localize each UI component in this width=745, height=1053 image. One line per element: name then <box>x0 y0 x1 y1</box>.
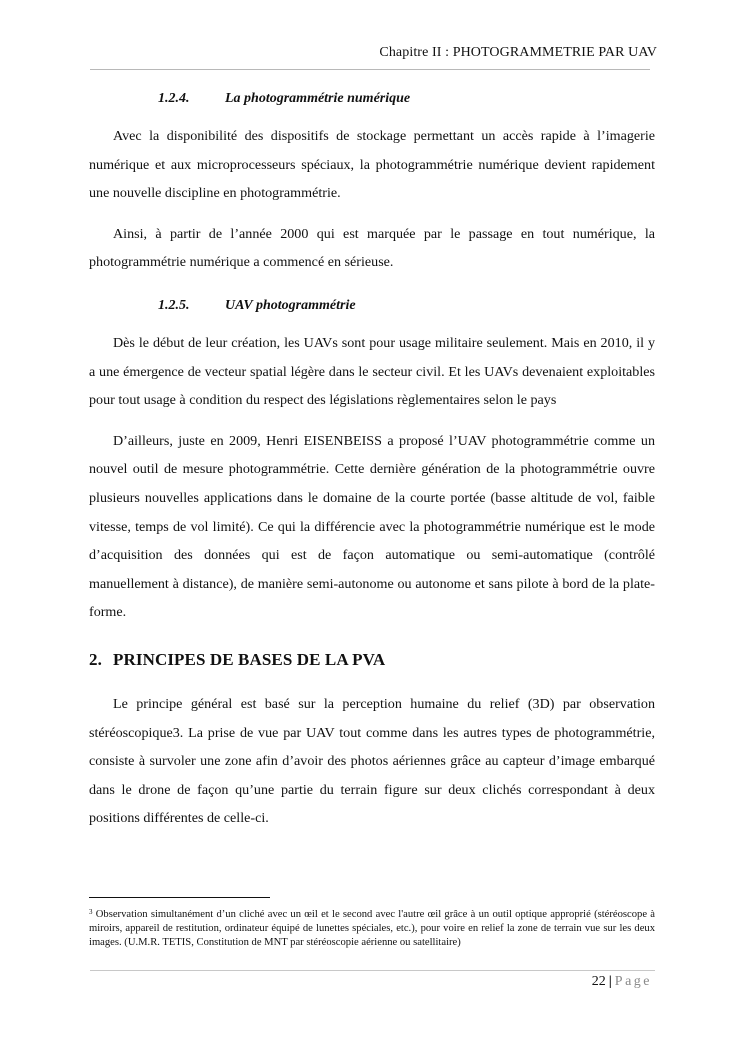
footnote-divider <box>89 897 270 898</box>
subsection-number: 1.2.5. <box>158 297 190 313</box>
paragraph: Dès le début de leur création, les UAVs sont pour usage militaire seulement. Mais en 2010, il y a une émergence de vecteur spatial légère dans le secteur civil. Et les UAVs devenaient exploitables pour tout usage à condition du respect des législations règlementaires selon le pays <box>89 334 655 409</box>
subsection-title: La photogrammétrie numérique <box>225 91 411 106</box>
subsection-heading-1-2-5 <box>89 295 655 317</box>
paragraph: D’ailleurs, juste en 2009, Henri EISENBEISS a proposé l’UAV photogrammétrie comme un nouvel outil de mesure photogrammétrie. Cette dernière génération de la photogrammétrie ouvre plusieurs nouvelles applications dans le domaine de la courte portée (basse altitude de vol, faible vitesse, temps de vol limité). Ce qui la différencie avec la photogrammétrie numérique est le mode d’acquisition des données qui est de façon automatique ou semi-automatique (contrôlé manuellement à distance), de manière semi-autonome ou autonome et sans pilote à bord de la plate-forme. <box>89 432 655 621</box>
subsection-number: 1.2.4. <box>158 91 190 106</box>
section-number: 2. <box>89 649 102 669</box>
page-number: 22 <box>591 974 606 989</box>
section-title: PRINCIPES DE BASES DE LA PVA <box>113 649 386 669</box>
page-separator: | <box>608 974 612 989</box>
paragraph: Avec la disponibilité des dispositifs de stockage permettant un accès rapide à l’imagerie numérique et aux microprocesseurs spéciaux, la photogrammétrie numérique devient rapidement une nouvelle discipline en photogrammétrie. <box>89 128 655 202</box>
subsection-heading-1-2-4 <box>89 88 655 110</box>
paragraph: Le principe général est basé sur la perception humaine du relief (3D) par observation stéréoscopique3. La prise de vue par UAV tout comme dans les autres types de photogrammétrie, consiste à survoler une zone afin d’avoir des photos aériennes grâce au capteur d’image embarqué dans le drone de façon qu’une partie du terrain figure sur deux clichés correspondant à deux positions différentes de celle-ci. <box>89 695 655 827</box>
header-divider <box>90 69 650 70</box>
page-footer <box>592 974 652 990</box>
paragraph: Ainsi, à partir de l’année 2000 qui est marquée par le passage en tout numérique, la photogrammétrie numérique a commencé en sérieuse. <box>89 225 655 271</box>
section-heading-2 <box>89 647 655 673</box>
chapter-header: Chapitre II : PHOTOGRAMMETRIE PAR UAV <box>379 45 657 60</box>
page-word: Page <box>614 974 652 989</box>
subsection-title: UAV photogrammétrie <box>225 297 356 313</box>
page-body <box>89 88 655 845</box>
footer-divider <box>90 970 655 971</box>
footnote-marker: 3 <box>89 908 93 916</box>
footnote-text: Observation simultanément d’un cliché avec un œil et le second avec l'autre œil grâce à un outil optique approprié (stéréoscope à miroirs, appareil de restitution, ordinateur équipé de lunettes spéciales, etc.), pour voire en relief la zone de terrain vue sur les deux images. (U.M.R. TETIS, Constitution de MNT par stéréoscopie aérienne ou satellitaire) <box>89 909 655 949</box>
footnote <box>89 905 655 951</box>
